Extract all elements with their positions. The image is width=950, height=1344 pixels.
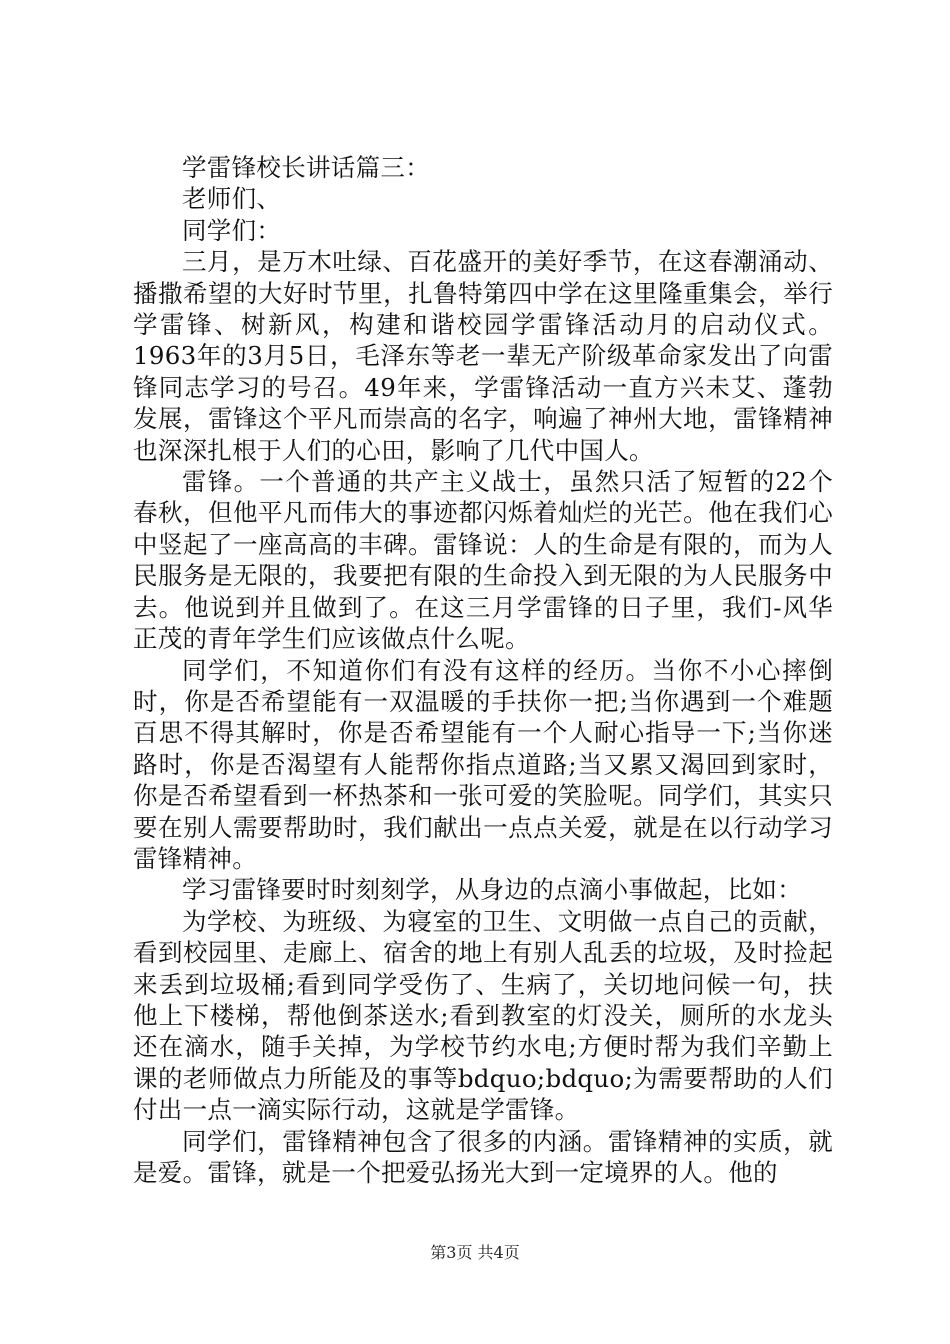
paragraph: 三月，是万木吐绿、百花盛开的美好季节，在这春潮涌动、播撒希望的大好时节里，扎鲁特第四中学在这里隆重集会，举行学雷锋、树新风，构建和谐校园学雷锋活动月的启动仪式。1963年的3月5日，毛泽东等老一辈无产阶级革命家发出了向雷锋同志学习的号召。49年来，学雷锋活动一直方兴未艾、蓬勃发展，雷锋这个平凡而崇高的名字，响遍了神州大地，雷锋精神也深深扎根于人们的心田，影响了几代中国人。 <box>133 247 833 465</box>
page-footer <box>0 1243 950 1263</box>
page-number: 第3页 共4页 <box>430 1243 520 1262</box>
document-body <box>133 152 833 1188</box>
paragraph: 学习雷锋要时时刻刻学，从身边的点滴小事做起，比如： <box>182 875 802 905</box>
salutation-teachers: 老师们、 <box>182 184 282 214</box>
paragraph: 同学们，雷锋精神包含了很多的内涵。雷锋精神的实质，就是爱。雷锋，就是一个把爱弘扬光大到一定境界的人。他的 <box>133 1126 833 1187</box>
paragraph: 为学校、为班级、为寝室的卫生、文明做一点自己的贡献，看到校园里、走廊上、宿舍的地上有别人乱丢的垃圾，及时捡起来丢到垃圾桶;看到同学受伤了、生病了，关切地问候一句，扶他上下楼梯，帮他倒茶送水;看到教室的灯没关，厕所的水龙头还在滴水，随手关掉，为学校节约水电;方便时帮为我们辛勤上课的老师做点力所能及的事等bdquo;bdquo;为需要帮助的人们付出一点一滴实际行动，这就是学雷锋。 <box>133 906 833 1125</box>
paragraph: 同学们，不知道你们有没有这样的经历。当你不小心摔倒时，你是否希望能有一双温暖的手扶你一把;当你遇到一个难题百思不得其解时，你是否希望能有一个人耐心指导一下;当你迷路时，你是否渴望有人能帮你指点道路;当又累又渴回到家时，你是否希望看到一杯热茶和一张可爱的笑脸呢。同学们，其实只要在别人需要帮助时，我们献出一点点关爱，就是在以行动学习雷锋精神。 <box>133 655 833 873</box>
section-heading: 学雷锋校长讲话篇三： <box>182 153 430 182</box>
salutation-students: 同学们： <box>182 215 282 245</box>
paragraph: 雷锋。一个普通的共产主义战士，虽然只活了短暂的22个春秋，但他平凡而伟大的事迹都闪烁着灿烂的光芒。他在我们心中竖起了一座高高的丰碑。雷锋说：人的生命是有限的，而为人民服务是无限的，我要把有限的生命投入到无限的为人民服务中去。他说到并且做到了。在这三月学雷锋的日子里，我们-风华正茂的青年学生们应该做点什么呢。 <box>133 467 833 654</box>
